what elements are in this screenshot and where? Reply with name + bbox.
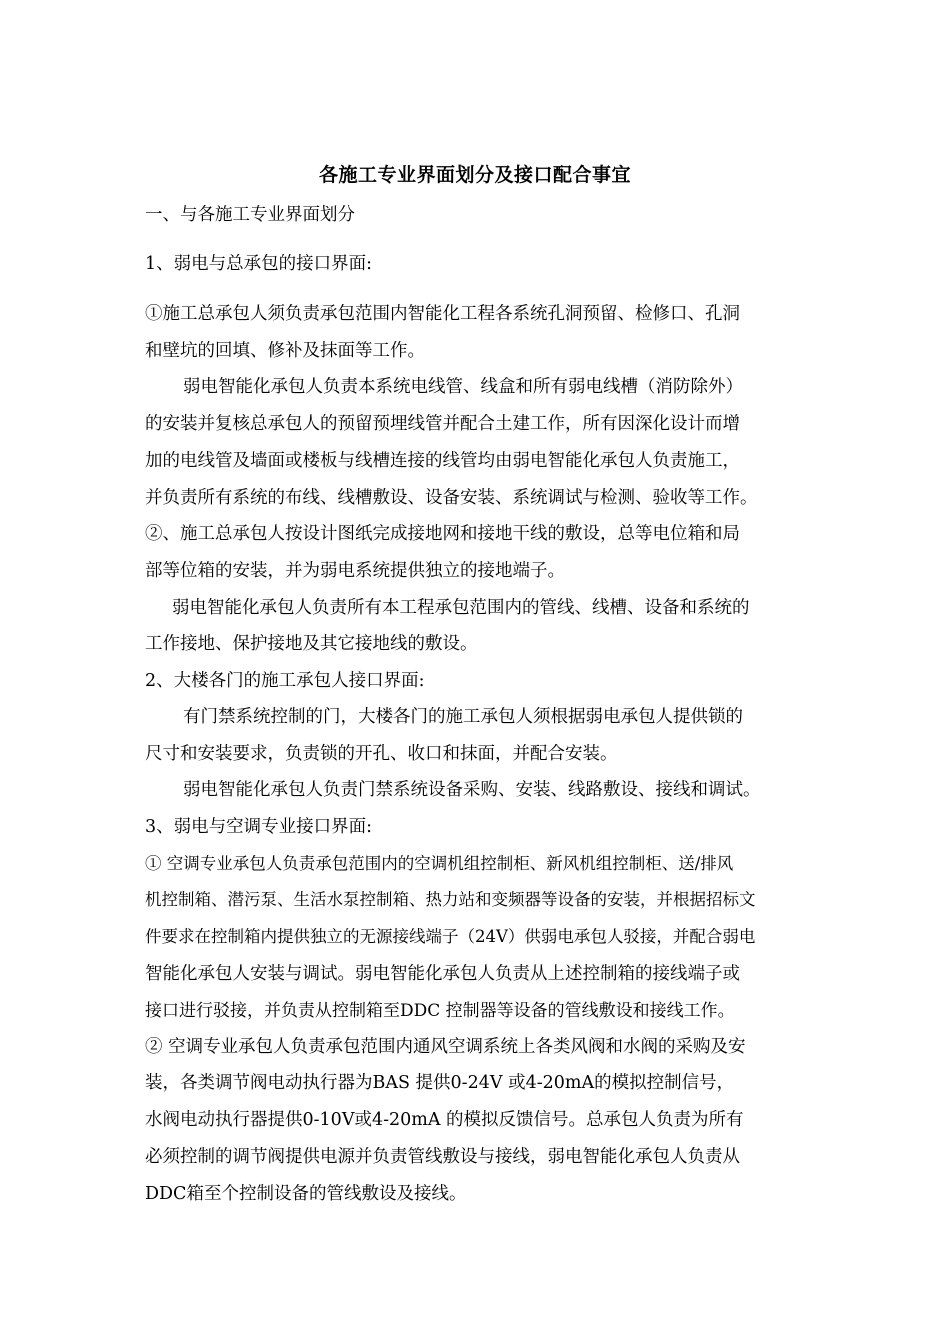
paragraph-line: DDC箱至个控制设备的管线敷设及接线。 bbox=[145, 1184, 467, 1204]
paragraph-line: 机控制箱、潜污泵、生活水泵控制箱、热力站和变频器等设备的安装，并根据招标文 bbox=[145, 890, 756, 909]
paragraph-line: 工作接地、保护接地及其它接地线的敷设。 bbox=[145, 634, 478, 654]
section-heading-1: 一、与各施工专业界面划分 bbox=[145, 205, 355, 225]
paragraph-line: 尺寸和安装要求，负责锁的开孔、收口和抹面，并配合安装。 bbox=[145, 744, 618, 764]
paragraph-line: 弱电智能化承包人负责门禁系统设备采购、安装、线路敷设、接线和调试。 bbox=[183, 780, 761, 800]
subsection-heading-3: 3、弱电与空调专业接口界面: bbox=[145, 817, 373, 837]
paragraph-line: ①施工总承包人须负责承包范围内智能化工程各系统孔洞预留、检修口、孔洞 bbox=[145, 304, 740, 324]
paragraph-line: 水阀电动执行器提供0-10V或4-20mA 的模拟反馈信号。总承包人负责为所有 bbox=[145, 1110, 744, 1130]
paragraph-line: ② 空调专业承包人负责承包范围内通风空调系统上各类风阀和水阀的采购及安 bbox=[145, 1037, 746, 1057]
paragraph-line: ① 空调专业承包人负责承包范围内的空调机组控制柜、新风机组控制柜、送/排风 bbox=[145, 854, 734, 873]
document-title: 各施工专业界面划分及接口配合事宜 bbox=[318, 164, 631, 186]
paragraph-line: 接口进行驳接，并负责从控制箱至DDC 控制器等设备的管线敷设和接线工作。 bbox=[145, 1001, 735, 1021]
paragraph-line: 弱电智能化承包人负责所有本工程承包范围内的管线、线槽、设备和系统的 bbox=[172, 598, 750, 618]
paragraph-line: 弱电智能化承包人负责本系统电线管、线盒和所有弱电线槽（消防除外） bbox=[183, 377, 743, 397]
paragraph-line: 装，各类调节阀电动执行器为BAS 提供0-24V 或4-20mA的模拟控制信号， bbox=[145, 1073, 735, 1093]
paragraph-line: 有门禁系统控制的门，大楼各门的施工承包人须根据弱电承包人提供锁的 bbox=[183, 707, 743, 727]
paragraph-line: 部等位箱的安装，并为弱电系统提供独立的接地端子。 bbox=[145, 561, 565, 581]
paragraph-line: 和壁坑的回填、修补及抹面等工作。 bbox=[145, 341, 425, 361]
paragraph-line: 件要求在控制箱内提供独立的无源接线端子（24V）供弱电承包人驳接，并配合弱电 bbox=[145, 927, 756, 946]
subsection-heading-1: 1、弱电与总承包的接口界面: bbox=[145, 254, 373, 274]
subsection-heading-2: 2、大楼各门的施工承包人接口界面: bbox=[145, 671, 425, 691]
paragraph-line: 加的电线管及墙面或楼板与线槽连接的线管均由弱电智能化承包人负责施工， bbox=[145, 451, 740, 471]
paragraph-line: 并负责所有系统的布线、线槽敷设、设备安装、系统调试与检测、验收等工作。 bbox=[145, 488, 758, 508]
paragraph-line: 智能化承包人安装与调试。弱电智能化承包人负责从上述控制箱的接线端子或 bbox=[145, 964, 740, 984]
paragraph-line: 必须控制的调节阀提供电源并负责管线敷设与接线，弱电智能化承包人负责从 bbox=[145, 1147, 740, 1167]
paragraph-line: ②、施工总承包人按设计图纸完成接地网和接地干线的敷设，总等电位箱和局 bbox=[145, 524, 740, 544]
paragraph-line: 的安装并复核总承包人的预留预埋线管并配合土建工作，所有因深化设计而增 bbox=[145, 414, 740, 434]
